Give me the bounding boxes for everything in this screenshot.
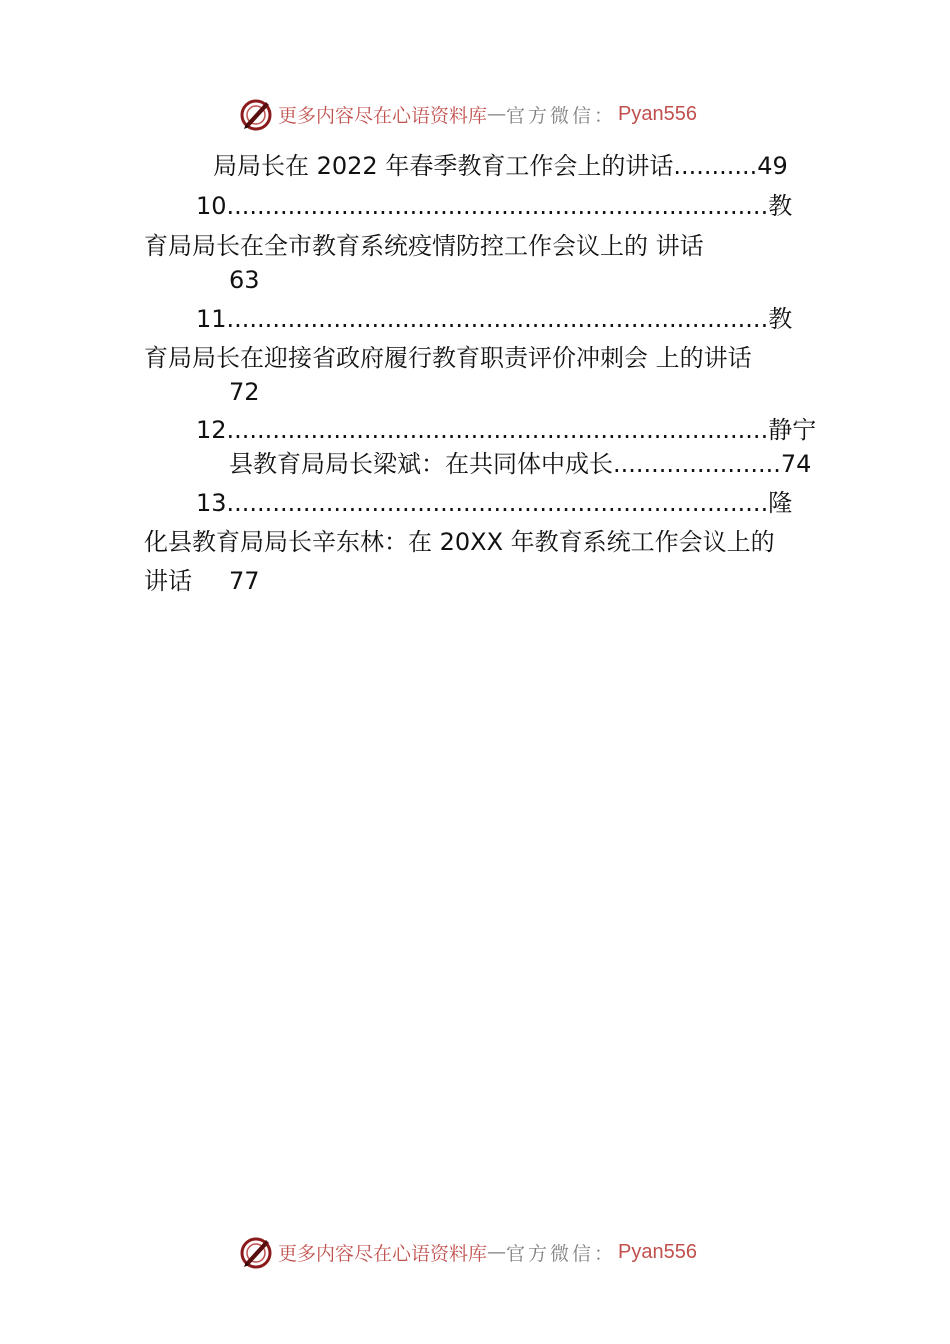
banner-site-text: 更多内容尽在心语资料库 xyxy=(278,104,488,127)
toc-line: 育局局长在全市教育系统疫情防控工作会议上的 讲话 xyxy=(144,232,704,260)
toc-line: 化县教育局局长辛东林：在 20XX 年教育系统工作会议上的 xyxy=(144,528,775,556)
banner-site-text: 更多内容尽在心语资料库 xyxy=(278,1242,488,1265)
toc-line: 10.......................................................................教 xyxy=(196,192,793,220)
banner-dash: — xyxy=(487,103,507,125)
footer-banner xyxy=(238,1232,697,1272)
toc-page-number: 77 xyxy=(229,567,260,595)
toc-page-number: 63 xyxy=(229,266,260,294)
toc-line: 讲话 xyxy=(144,567,192,595)
toc-line: 11.......................................................................教 xyxy=(196,305,793,333)
toc-line: 育局局长在迎接省政府履行教育职责评价冲刺会 上的讲话 xyxy=(144,344,752,372)
toc-line: 局局长在 2022 年春季教育工作会上的讲话...........49 xyxy=(213,152,788,180)
banner-wechat-label: 官方微信： xyxy=(506,104,617,127)
banner-account: Pyan556 xyxy=(618,1240,697,1263)
toc-line: 县教育局局长梁斌：在共同体中成长......................74 xyxy=(229,450,812,478)
banner-wechat-label: 官方微信： xyxy=(506,1242,617,1265)
toc-line: 12.......................................................................静宁 xyxy=(196,416,817,444)
banner-account: Pyan556 xyxy=(618,102,697,125)
pen-seal-logo-icon xyxy=(238,1234,274,1270)
toc-line: 13.......................................................................隆 xyxy=(196,489,793,517)
toc-page-number: 72 xyxy=(229,378,260,406)
banner-dash: — xyxy=(487,1241,507,1263)
